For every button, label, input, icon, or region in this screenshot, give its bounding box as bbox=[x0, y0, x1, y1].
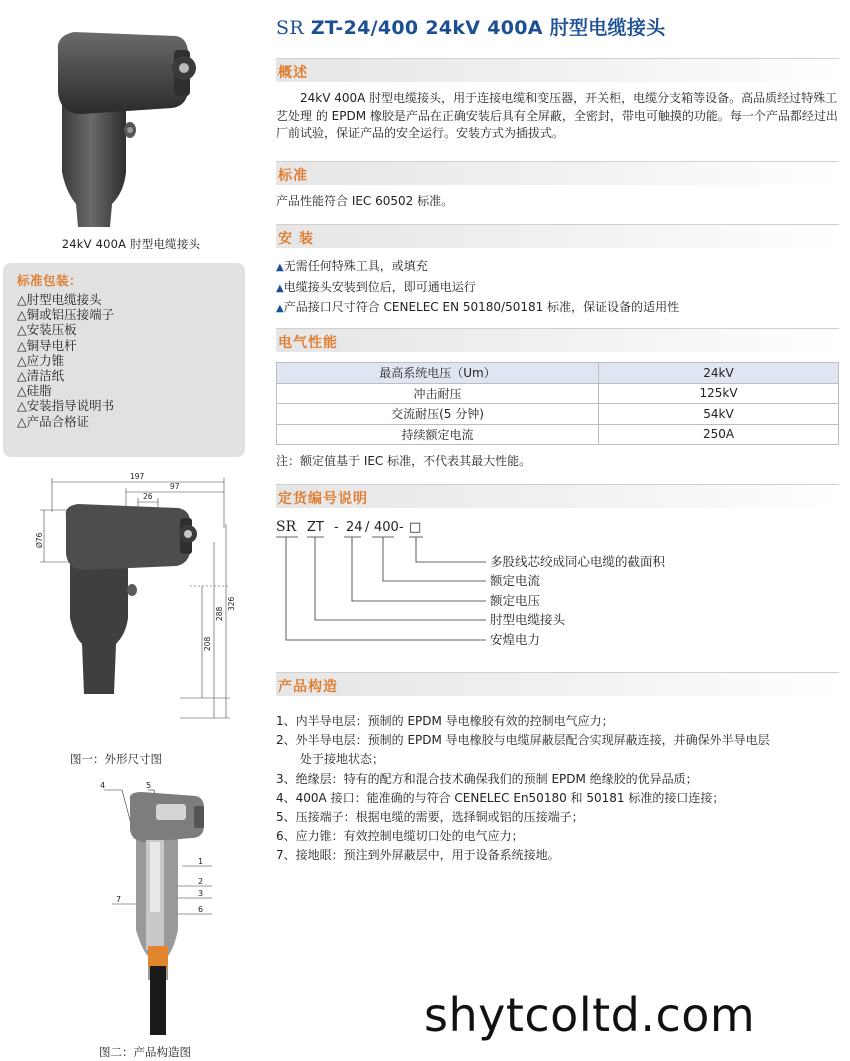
packing-item: △铜或铝压接端子 bbox=[17, 307, 115, 323]
struct-label-1: 1 bbox=[198, 857, 204, 866]
install-heading: 安 装 bbox=[278, 231, 314, 247]
code-part-current: 400 bbox=[374, 520, 399, 535]
struct-label-2: 2 bbox=[198, 877, 204, 886]
electrical-table bbox=[276, 362, 839, 445]
construction-list bbox=[276, 712, 839, 866]
section-heading-electrical bbox=[276, 328, 839, 352]
code-meaning-current: 额定电流 bbox=[490, 573, 541, 588]
title-brand: SR bbox=[276, 17, 304, 39]
code-meaning-voltage: 额定电压 bbox=[490, 593, 541, 608]
list-item: 3、绝缘层：特有的配方和混合技术确保我们的预制 EPDM 绝缘胶的优异品质； bbox=[276, 771, 698, 786]
overview-heading: 概述 bbox=[278, 65, 308, 81]
struct-label-3: 3 bbox=[198, 889, 204, 898]
product-photo bbox=[48, 22, 218, 230]
list-item: 1、内半导电层：预制的 EPDM 导电橡胶有效的控制电气应力； bbox=[276, 714, 614, 728]
table-cell-value: 250A bbox=[599, 424, 839, 445]
section-heading-overview bbox=[276, 58, 839, 82]
struct-label-4: 4 bbox=[100, 781, 106, 790]
code-meaning-section: 多股线芯绞成同心电缆的截面积 bbox=[490, 554, 666, 569]
figure1-caption: 图一：外形尺寸图 bbox=[70, 752, 162, 766]
dimension-drawing bbox=[30, 468, 262, 744]
code-meaning-brand: 安煌电力 bbox=[490, 632, 541, 647]
table-cell-label: 持续额定电流 bbox=[277, 424, 599, 445]
struct-label-5: 5 bbox=[146, 781, 152, 790]
code-part-dash: - bbox=[334, 520, 339, 535]
code-part-slash: / bbox=[365, 520, 370, 535]
left-column bbox=[0, 0, 262, 1061]
dim-h2: 288 bbox=[215, 606, 224, 621]
packing-item: △产品合格证 bbox=[17, 413, 90, 429]
code-meaning-type: 肘型电缆接头 bbox=[490, 612, 566, 627]
standard-text: 产品性能符合 IEC 60502 标准。 bbox=[276, 194, 454, 208]
table-cell-label: 最高系统电压（Um） bbox=[277, 363, 599, 384]
code-part-section: □ bbox=[409, 520, 422, 535]
construction-heading: 产品构造 bbox=[278, 679, 338, 695]
structure-drawing bbox=[92, 780, 220, 1035]
title-text: ZT-24/400 24kV 400A 肘型电缆接头 bbox=[303, 17, 666, 39]
section-heading-construction bbox=[276, 672, 839, 696]
table-row bbox=[277, 404, 839, 425]
list-item: 7、接地眼：预注到外屏蔽层中，用于设备系统接地。 bbox=[276, 848, 560, 863]
list-item: 6、应力锥：有效控制电缆切口处的电气应力； bbox=[276, 829, 524, 844]
table-row bbox=[277, 383, 839, 404]
dim-h1: 208 bbox=[203, 636, 212, 651]
table-cell-value: 24kV bbox=[599, 363, 839, 384]
electrical-note: 注：额定值基于 IEC 标准，不代表其最大性能。 bbox=[276, 454, 532, 468]
dim-total-width: 197 bbox=[130, 472, 145, 481]
table-cell-label: 交流耐压(5 分钟) bbox=[277, 404, 599, 425]
packing-item: △安装压板 bbox=[17, 322, 77, 338]
struct-label-6: 6 bbox=[198, 905, 204, 914]
install-item: ▲产品接口尺寸符合 CENELEC EN 50180/50181 标准，保证设备的适用性 bbox=[276, 300, 680, 314]
section-heading-standard bbox=[276, 161, 839, 185]
dim-right-width: 97 bbox=[170, 482, 180, 491]
triangle-bullet-icon: ▲ bbox=[276, 303, 284, 314]
code-part-brand: SR bbox=[276, 519, 297, 535]
install-item: ▲无需任何特殊工具，或填充 bbox=[276, 259, 428, 273]
page-title bbox=[276, 13, 666, 40]
ordering-heading: 定货编号说明 bbox=[278, 491, 368, 507]
standard-heading: 标准 bbox=[278, 168, 308, 184]
list-item: 4、400A 接口：能准确的与符合 CENELEC En50180 和 50181 标准的接口连接； bbox=[276, 790, 725, 805]
list-item: 2、外半导电层：预制的 EPDM 导电橡胶与电缆屏蔽层配合实现屏蔽连接，并确保外半导电层 bbox=[276, 733, 770, 748]
table-cell-value: 54kV bbox=[599, 404, 839, 425]
triangle-bullet-icon: ▲ bbox=[276, 282, 284, 294]
photo-caption: 24kV 400A 肘型电缆接头 bbox=[61, 237, 201, 251]
dim-small: 26 bbox=[143, 492, 153, 501]
watermark-text: shytcoltd.com bbox=[424, 988, 756, 1042]
section-heading-install bbox=[276, 224, 839, 248]
packing-item: △铜导电杆 bbox=[17, 337, 77, 353]
table-row bbox=[277, 363, 839, 384]
ordering-code-diagram bbox=[276, 512, 696, 654]
list-item: 5、压接端子：根据电缆的需要，选择铜或铝的压接端子； bbox=[276, 810, 584, 825]
code-part-dash: - bbox=[399, 520, 404, 535]
section-heading-ordering bbox=[276, 484, 839, 508]
code-part-voltage: 24 bbox=[346, 520, 363, 535]
figure2-caption: 图二：产品构造图 bbox=[99, 1045, 191, 1059]
packing-item: △肘型电缆接头 bbox=[17, 292, 102, 307]
packing-item: △硅脂 bbox=[17, 383, 52, 399]
standard-packing-box bbox=[3, 263, 245, 457]
packing-list bbox=[17, 292, 245, 429]
packing-title: 标准包装： bbox=[17, 273, 83, 288]
code-part-type: ZT bbox=[307, 520, 324, 535]
install-item: ▲电缆接头安装到位后，即可通电运行 bbox=[276, 279, 476, 294]
packing-item: △应力锥 bbox=[17, 352, 65, 368]
table-cell-value: 125kV bbox=[599, 383, 839, 404]
electrical-heading: 电气性能 bbox=[278, 335, 338, 351]
triangle-bullet-icon: ▲ bbox=[276, 262, 284, 273]
table-row bbox=[277, 424, 839, 445]
packing-item: △安装指导说明书 bbox=[17, 398, 115, 414]
install-list bbox=[276, 257, 839, 319]
table-cell-label: 冲击耐压 bbox=[277, 383, 599, 404]
list-item: 处于接地状态； bbox=[300, 752, 385, 767]
dim-diameter: Ø76 bbox=[35, 532, 44, 548]
dim-h3: 326 bbox=[227, 596, 236, 611]
struct-label-7: 7 bbox=[116, 895, 122, 904]
packing-item: △清洁纸 bbox=[17, 368, 65, 384]
overview-text: 24kV 400A 肘型电缆接头，用于连接电缆和变压器，开关柜，电缆分支箱等设备。高品质经过特殊工艺处理 的 EPDM 橡胶是产品在正确安装后具有全屏蔽，全密封，带电可触摸的功能。每一个产品都经过出厂前试验，保证产品的安全运行。安装方式为插拔式。 bbox=[276, 91, 838, 140]
